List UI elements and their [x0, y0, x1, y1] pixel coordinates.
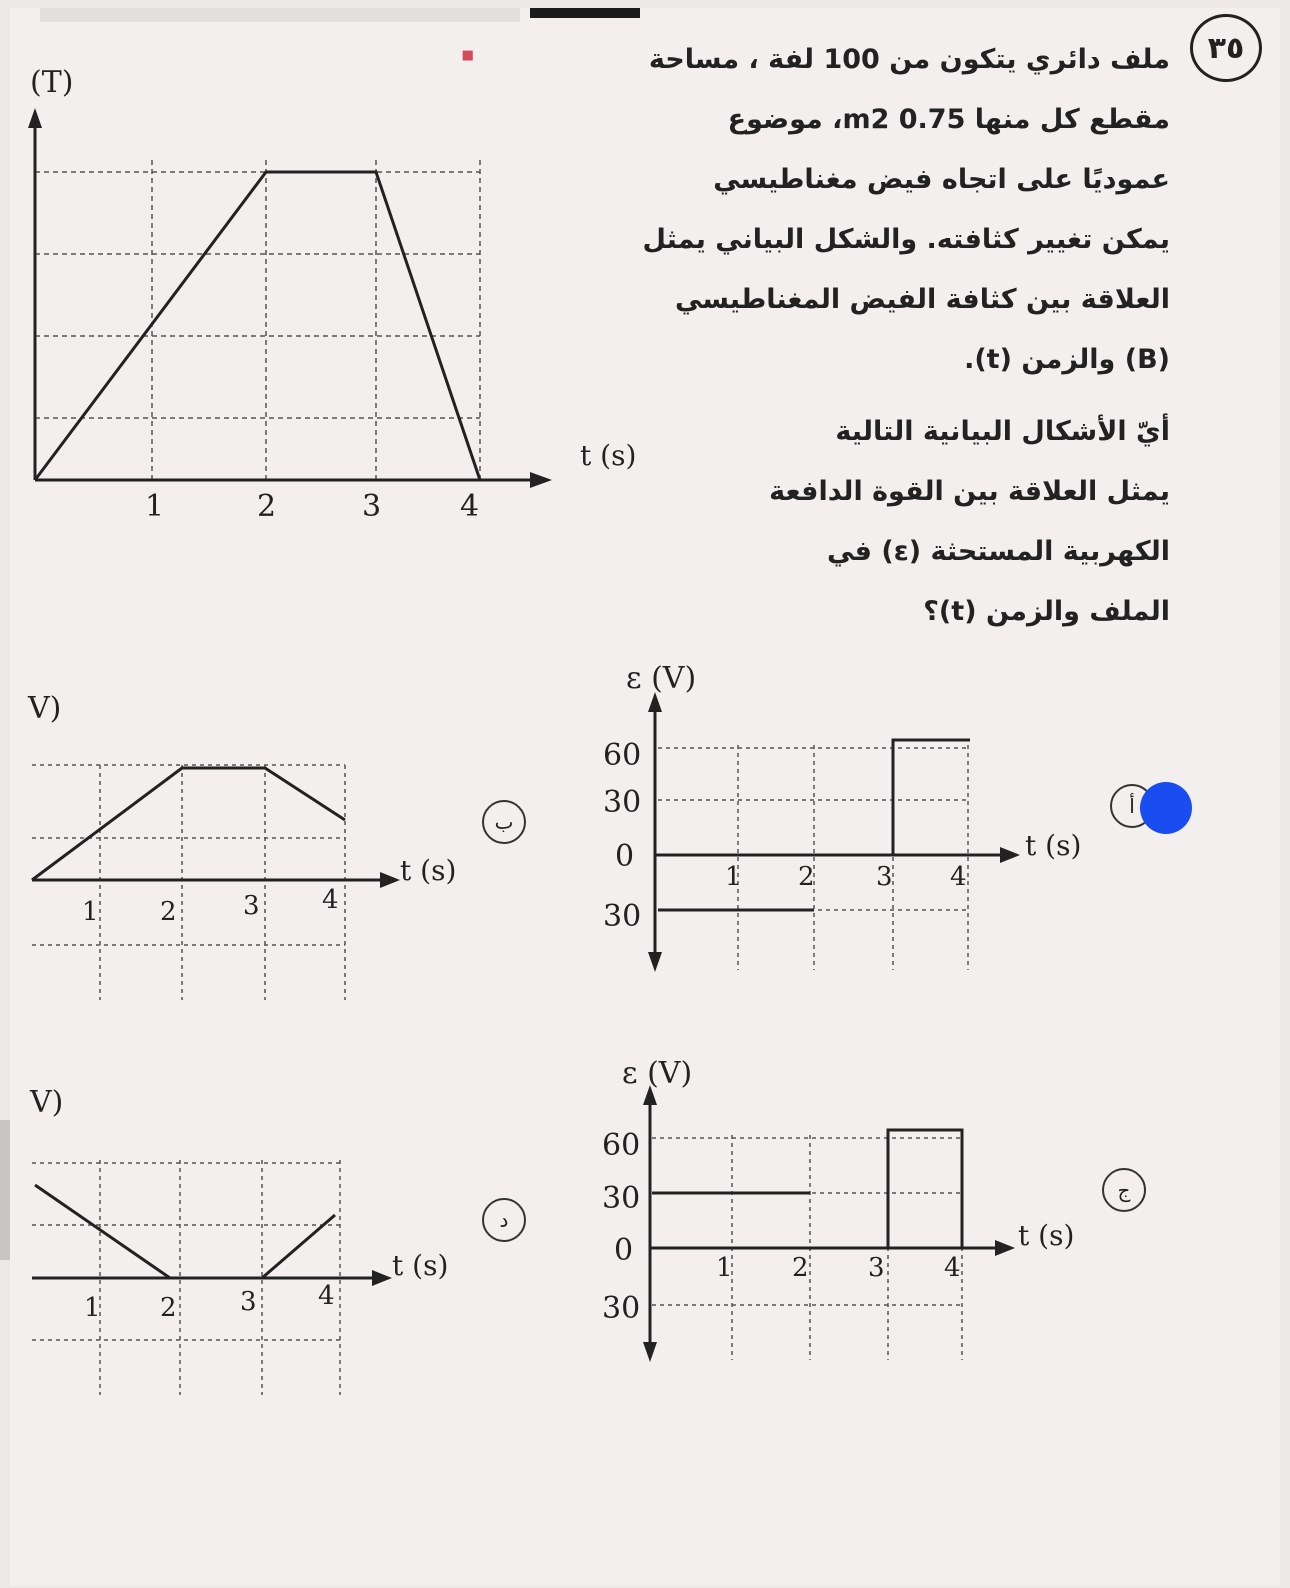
question-line-5: العلاقة بين كثافة الفيض المغناطيسي	[675, 284, 1170, 315]
grader-mark: ٠	[450, 18, 486, 86]
prompt-line-2: يمثل العلاقة بين القوة الدافعة	[769, 476, 1170, 507]
option-b-y-label: V)	[28, 691, 62, 726]
main-x-label: t (s)	[580, 439, 637, 472]
option-a-x-tick-4: 4	[950, 862, 967, 892]
main-x-tick-4: 4	[460, 489, 480, 524]
option-d-y-label: V)	[30, 1085, 64, 1120]
option-a-x-tick-3: 3	[876, 862, 893, 892]
option-d-x-tick-2: 2	[160, 1293, 177, 1323]
option-c-x-tick-4: 4	[944, 1253, 961, 1283]
question-line-4: يمكن تغيير كثافته. والشكل البياني يمثل	[642, 224, 1170, 255]
question-line-2: مقطع كل منها 0.75 m2، موضوع	[727, 104, 1170, 135]
option-c-y-label: ε (V)	[622, 1056, 693, 1091]
option-a-label[interactable]: أ	[1110, 784, 1154, 828]
option-d-line	[35, 1185, 335, 1278]
option-a-y-label: ε (V)	[626, 661, 697, 696]
option-c-x-label: t (s)	[1018, 1219, 1075, 1252]
option-d-x-label: t (s)	[392, 1249, 449, 1282]
option-b-label[interactable]: ب	[482, 800, 526, 844]
option-a-x-label: t (s)	[1025, 829, 1082, 862]
prompt-line-1: أيّ الأشكال البيانية التالية	[835, 416, 1170, 447]
option-b-x-tick-4: 4	[322, 885, 339, 915]
option-b-x-tick-1: 1	[82, 897, 99, 927]
option-c-x-tick-2: 2	[792, 1253, 809, 1283]
prompt-line-3: الكهربية المستحثة (ε) في	[826, 536, 1170, 567]
option-c-x-tick-3: 3	[868, 1253, 885, 1283]
option-c-label[interactable]: ج	[1102, 1168, 1146, 1212]
main-y-label: (T)	[30, 65, 74, 100]
prompt-line-4: الملف والزمن (t)؟	[923, 596, 1170, 627]
option-a-y-tick-neg30: 30	[603, 899, 642, 934]
option-a-y-tick-60: 60	[603, 738, 642, 773]
main-x-tick-3: 3	[362, 489, 382, 524]
option-d-x-tick-3: 3	[240, 1287, 257, 1317]
option-c-y-tick-0: 0	[614, 1233, 634, 1268]
option-a-y-tick-0: 0	[615, 839, 635, 874]
option-c-y-tick-neg30: 30	[602, 1291, 641, 1326]
option-b-x-label: t (s)	[400, 854, 457, 887]
question-line-3: عموديًا على اتجاه فيض مغناطيسي	[713, 164, 1170, 195]
option-c-x-tick-1: 1	[716, 1253, 733, 1283]
option-a-x-tick-1: 1	[725, 862, 742, 892]
main-x-tick-1: 1	[145, 489, 165, 524]
option-c-y-tick-60: 60	[602, 1128, 641, 1163]
option-b-x-tick-3: 3	[243, 891, 260, 921]
main-x-tick-2: 2	[257, 489, 277, 524]
question-line-6: (B) والزمن (t).	[964, 344, 1170, 375]
question-line-1: ملف دائري يتكون من 100 لفة ، مساحة	[648, 44, 1170, 75]
option-d-x-tick-1: 1	[84, 1293, 101, 1323]
option-a-y-tick-30: 30	[603, 785, 642, 820]
option-a-x-tick-2: 2	[798, 862, 815, 892]
option-d-x-tick-4: 4	[318, 1281, 335, 1311]
option-c-y-tick-30: 30	[602, 1181, 641, 1216]
question-number: ٣٥	[1190, 14, 1262, 82]
option-d-label[interactable]: د	[482, 1198, 526, 1242]
option-b-x-tick-2: 2	[160, 897, 177, 927]
